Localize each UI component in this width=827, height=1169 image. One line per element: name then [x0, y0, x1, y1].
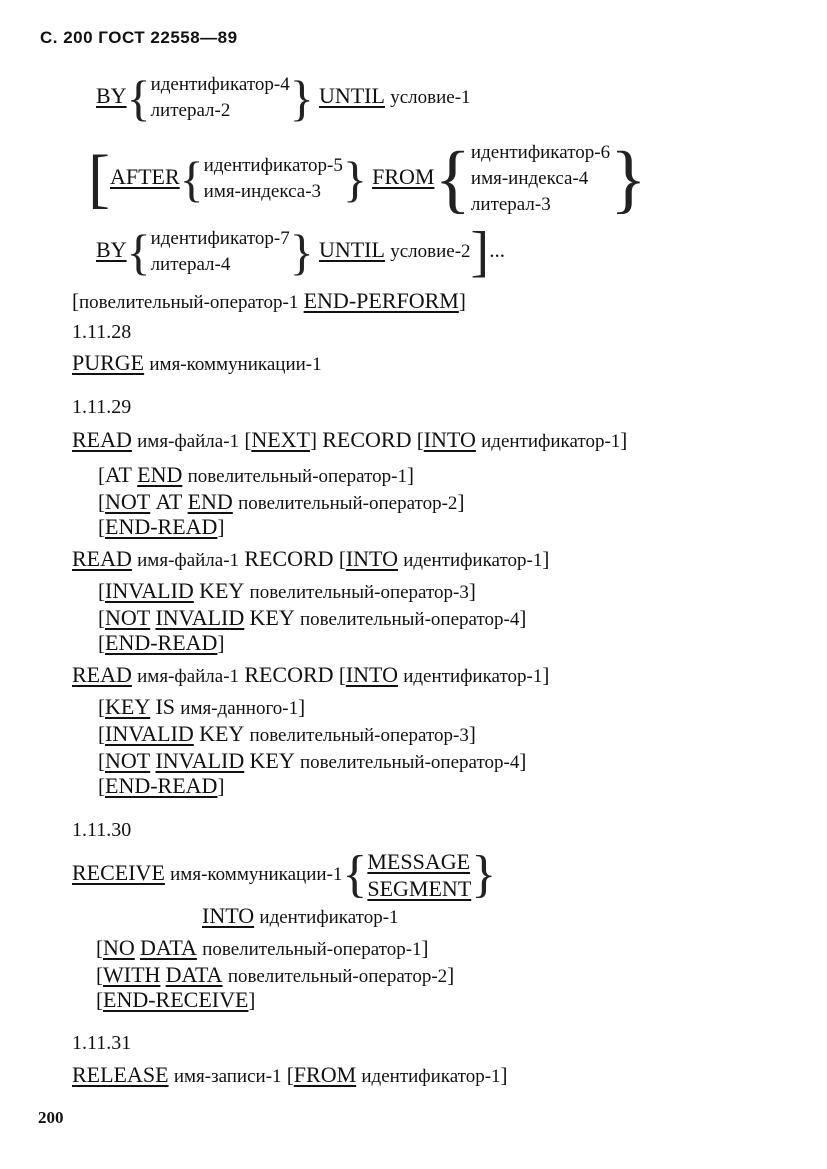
read3-invalid-key: [INVALID KEY повелительный-оператор-3]: [98, 721, 476, 746]
from-options: [471, 140, 610, 218]
keyword-end-read: END-READ: [105, 630, 218, 655]
statement: идентификатор-1: [403, 550, 543, 571]
statement: повелительный-оператор-4: [300, 609, 520, 630]
right-brace: }: [342, 151, 367, 207]
keyword-end-read: END-READ: [105, 773, 218, 798]
keyword-key: KEY: [249, 748, 295, 773]
keyword-not: NOT: [105, 605, 151, 630]
statement: имя-файла-1: [137, 666, 240, 687]
statement: повелительный-оператор-1: [79, 292, 299, 313]
receive-options: [367, 848, 471, 902]
keyword-key: KEY: [199, 721, 245, 746]
keyword-record: RECORD: [244, 546, 334, 571]
keyword-is: IS: [155, 694, 176, 719]
ellipsis: ...: [489, 237, 505, 262]
keyword-with: WITH: [103, 962, 161, 987]
statement: имя-записи-1: [173, 1066, 282, 1087]
statement: идентификатор-1: [259, 907, 399, 928]
keyword-not: NOT: [105, 489, 151, 514]
keyword-into: INTO: [345, 662, 398, 687]
keyword-end-perform: END-PERFORM: [303, 288, 459, 313]
by2-options: [151, 226, 290, 278]
left-brace: {: [126, 224, 151, 280]
after-options: [204, 153, 343, 205]
keyword-end: END: [137, 462, 183, 487]
keyword-purge: PURGE: [72, 350, 145, 375]
receive-with-data: [WITH DATA повелительный-оператор-2]: [96, 962, 455, 987]
keyword-end-receive: END-RECEIVE: [103, 987, 249, 1012]
release-line: RELEASE имя-записи-1 [FROM идентификатор-1]: [72, 1062, 508, 1087]
condition: условие-2: [390, 240, 471, 262]
left-brace: {: [434, 137, 471, 221]
perform-after-line: [88, 137, 647, 221]
read1-end-read: [END-READ]: [98, 514, 225, 539]
keyword-from: FROM: [293, 1062, 357, 1087]
statement: идентификатор-1: [481, 431, 621, 452]
read3-end-read: [END-READ]: [98, 773, 225, 798]
keyword-message: MESSAGE: [367, 849, 471, 874]
keyword-invalid: INVALID: [105, 578, 194, 603]
keyword-data: DATA: [140, 935, 197, 960]
read2-end-read: [END-READ]: [98, 630, 225, 655]
keyword-data: DATA: [165, 962, 223, 987]
left-brace: {: [179, 151, 204, 207]
keyword-end-read: END-READ: [105, 514, 218, 539]
keyword-key: KEY: [249, 605, 295, 630]
keyword-record: RECORD: [322, 427, 412, 452]
keyword-end: END: [187, 489, 233, 514]
read2-not-invalid-key: [NOT INVALID KEY повелительный-оператор-4]: [98, 605, 527, 630]
read-line-2: READ имя-файла-1 RECORD [INTO идентификатор-1]: [72, 546, 550, 571]
option: имя-индекса-4: [470, 168, 589, 189]
purge-line: [72, 350, 322, 376]
statement: повелительный-оператор-1: [202, 939, 422, 960]
keyword-key: KEY: [199, 578, 245, 603]
option: идентификатор-7: [150, 228, 290, 249]
keyword-key: KEY: [105, 694, 151, 719]
page-number: 200: [38, 1108, 64, 1127]
keyword-into: INTO: [345, 546, 398, 571]
section-number: 1.11.29: [72, 396, 132, 418]
keyword-no: NO: [103, 935, 135, 960]
keyword-into: INTO: [202, 903, 255, 928]
option: литерал-3: [470, 194, 551, 215]
option: литерал-2: [150, 100, 231, 121]
keyword-by: BY: [96, 236, 127, 262]
perform-end-line: [повелительный-оператор-1 END-PERFORM]: [72, 288, 466, 313]
keyword-invalid: INVALID: [155, 748, 245, 773]
receive-end: [END-RECEIVE]: [96, 987, 256, 1012]
left-brace: {: [126, 70, 151, 126]
section-number: 1.11.31: [72, 1032, 132, 1054]
option: идентификатор-6: [470, 142, 611, 163]
keyword-until: UNTIL: [318, 236, 385, 262]
section-number: 1.11.30: [72, 819, 132, 841]
left-bracket: [: [88, 142, 110, 215]
keyword-next: NEXT: [251, 427, 310, 452]
keyword-not: NOT: [105, 748, 151, 773]
keyword-record: RECORD: [244, 662, 334, 687]
option: идентификатор-4: [150, 74, 290, 95]
statement: имя-файла-1: [137, 431, 240, 452]
keyword-at: AT: [105, 462, 132, 487]
right-brace: }: [289, 224, 314, 280]
page-header: С. 200 ГОСТ 22558—89: [40, 28, 238, 47]
read2-invalid-key: [INVALID KEY повелительный-оператор-3]: [98, 578, 476, 603]
statement: повелительный-оператор-3: [249, 725, 469, 746]
statement: повелительный-оператор-1: [187, 466, 407, 487]
statement: повелительный-оператор-4: [300, 752, 520, 773]
statement: имя-коммуникации-1: [149, 354, 322, 375]
keyword-segment: SEGMENT: [367, 876, 472, 901]
receive-line: [72, 848, 496, 902]
keyword-after: AFTER: [109, 163, 180, 189]
read-line-1: READ имя-файла-1 [NEXT] RECORD [INTO идентификатор-1]: [72, 427, 628, 452]
perform-by1-line: [96, 72, 471, 124]
right-brace: }: [471, 846, 497, 903]
statement: повелительный-оператор-3: [249, 582, 469, 603]
option: идентификатор-5: [203, 155, 343, 176]
keyword-release: RELEASE: [72, 1062, 169, 1087]
statement: повелительный-оператор-2: [238, 493, 458, 514]
keyword-at: AT: [155, 489, 183, 514]
right-brace: }: [610, 137, 647, 221]
statement: имя-данного-1: [180, 698, 299, 719]
by1-options: [151, 72, 290, 124]
keyword-until: UNTIL: [318, 82, 385, 108]
statement: идентификатор-1: [361, 1066, 501, 1087]
left-brace: {: [342, 846, 368, 903]
section-number: 1.11.28: [72, 321, 132, 343]
keyword-by: BY: [96, 82, 127, 108]
keyword-invalid: INVALID: [105, 721, 194, 746]
statement: имя-коммуникации-1: [170, 863, 343, 885]
right-bracket: ]: [470, 221, 490, 283]
perform-by2-line: [96, 221, 505, 283]
keyword-invalid: INVALID: [155, 605, 245, 630]
receive-into: [202, 903, 399, 929]
condition: условие-1: [390, 86, 471, 108]
statement: идентификатор-1: [403, 666, 543, 687]
read1-not-at-end: [NOT AT END повелительный-оператор-2]: [98, 489, 465, 514]
keyword-receive: RECEIVE: [72, 859, 165, 885]
option: литерал-4: [150, 254, 231, 275]
option: имя-индекса-3: [203, 181, 322, 202]
read-line-3: READ имя-файла-1 RECORD [INTO идентификатор-1]: [72, 662, 550, 687]
statement: имя-файла-1: [137, 550, 240, 571]
read1-at-end: [AT END повелительный-оператор-1]: [98, 462, 414, 487]
statement: повелительный-оператор-2: [227, 966, 448, 987]
keyword-read: READ: [72, 546, 132, 571]
read3-key-is: [KEY IS имя-данного-1]: [98, 694, 306, 719]
keyword-read: READ: [72, 662, 132, 687]
keyword-from: FROM: [372, 163, 435, 189]
keyword-into: INTO: [423, 427, 476, 452]
read3-not-invalid-key: [NOT INVALID KEY повелительный-оператор-4]: [98, 748, 527, 773]
keyword-read: READ: [72, 427, 132, 452]
receive-no-data: [NO DATA повелительный-оператор-1]: [96, 935, 429, 960]
right-brace: }: [289, 70, 314, 126]
